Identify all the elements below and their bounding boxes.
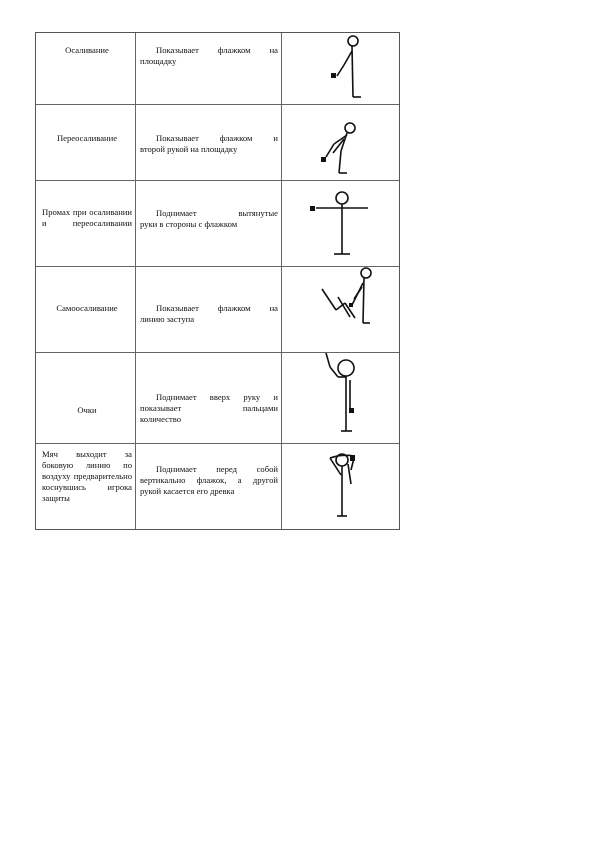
row-1-name: Осаливание	[65, 45, 109, 55]
stick-figure-arm-raised-flag-icon	[286, 353, 398, 443]
row-4-description: Показывает флажком на линию заступа	[140, 303, 278, 324]
signals-table	[35, 32, 400, 530]
row-2-name: Переосаливание	[56, 133, 118, 143]
stick-figure-flag-vertical-icon	[286, 444, 398, 530]
column-divider	[135, 33, 136, 529]
row-6-name: Мяч выходит за боковую линию по воздуху предварительно коснувшись игрока защиты	[42, 449, 132, 503]
row-5-description: Поднимает вверх руку и показывает пальцами количество	[140, 392, 278, 424]
row-3-name: Промах при осаливании и переосаливании	[42, 207, 132, 228]
stick-figure-leaning-flag-icon	[286, 105, 398, 180]
row-1-description: Показывает флажком на площадку	[140, 45, 278, 66]
stick-figure-pointing-line-flag-icon	[286, 267, 398, 352]
stick-figure-pointing-down-flag-icon	[286, 33, 398, 104]
stick-figure-arms-out-flag-icon	[286, 181, 398, 266]
row-6-description: Поднимает перед собой вертикально флажок, а другой рукой касается его древка	[140, 464, 278, 496]
row-5-name: Очки	[77, 405, 97, 415]
row-3-description: Поднимает вытянутые руки в стороны с флажком	[140, 208, 278, 229]
row-4-name: Самоосаливание	[56, 303, 118, 313]
row-2-description: Показывает флажком и второй рукой на площадку	[140, 133, 278, 154]
column-divider	[281, 33, 282, 529]
